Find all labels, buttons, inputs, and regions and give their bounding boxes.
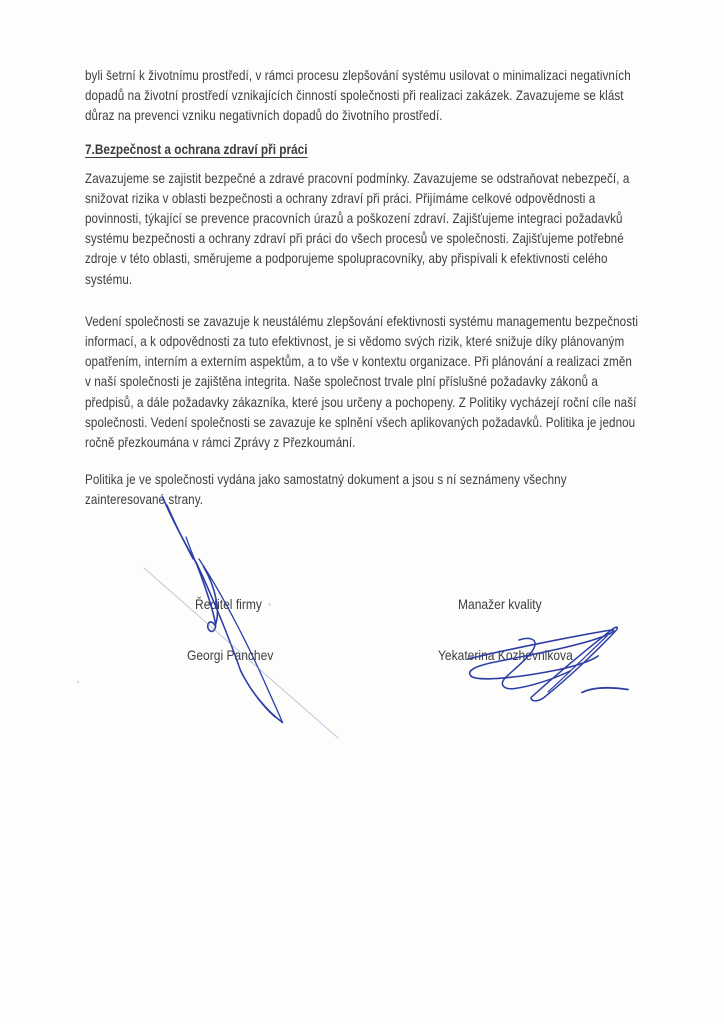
signatory-name-director: Georgi Panchev [187,647,274,663]
signature-quality-manager-icon [468,627,628,701]
section-heading-safety: 7.Bezpečnost a ochrana zdraví při práci [85,141,308,157]
document-body [85,66,640,511]
signatory-title-quality-manager: Manažer kvality [458,596,542,612]
paragraph-safety: Zavazujeme se zajistit bezpečné a zdravé pracovní podmínky. Zavazujeme se odstraňovat nebezpečí, a snižovat rizika v oblasti bezpečnosti a ochrany zdraví při práci. Přijímáme celkové odpovědnosti a povinnosti, týkající se prevence pracovních úrazů a poškození zdraví. Zajišťujeme integraci požadavků systému bezpečnosti a ochrany zdraví při práci do všech procesů ve společnosti. Zajišťujeme potřebné zdroje v této oblasti, směrujeme a podporujeme spolupracovníky, aby přispívali k efektivnosti celého systému. [85,170,630,287]
signatory-name-quality-manager: Yekaterina Kozhevnikova [438,647,573,663]
signature-director-icon [144,497,338,738]
paragraph-publication: Politika je ve společnosti vydána jako samostatný dokument a jsou s ní seznámeny všechny zainteresované strany. [85,472,567,508]
paragraph-environment: byli šetrní k životnímu prostředí, v rámci procesu zlepšování systému usilovat o minimalizaci negativních dopadů na životní prostředí vznikajících činností společnosti při realizaci zakázek. Zavazujeme se klást důraz na prevenci vzniku negativních dopadů do životního prostředí. [85,68,631,124]
paragraph-management: Vedení společnosti se zavazuje k neustálému zlepšování efektivnosti systému managementu bezpečnosti informací, a k odpovědnosti za tuto efektivnost, je si vědomo svých rizik, které snižuje díky plánovaným opatřením, interním a externím aspektům, a to vše v kontextu organizace. Při plánování a realizaci změn v naší společnosti je zajištěna integrita. Naše společnost trvale plní příslušné požadavky zákonů a předpisů, a dále požadavky zákazníka, které jsou určeny a pochopeny. Z Politiky vycházejí roční cíle naší společnosti. Vedení společnosti se zavazuje ke splnění všech aplikovaných požadavků. Politika je jednou ročně přezkoumána v rámci Zprávy z Přezkoumání. [85,313,639,451]
signatory-title-director: Ředitel firmy [195,596,262,612]
scan-specks [77,603,274,683]
